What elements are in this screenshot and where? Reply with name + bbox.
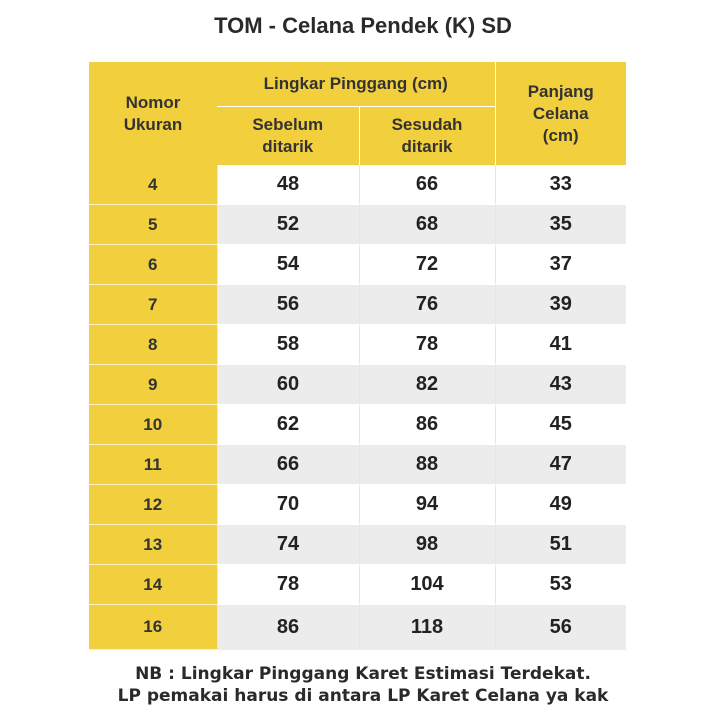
waist-after-cell: 104 [359,565,495,605]
waist-after-cell: 78 [359,325,495,365]
size-cell: 6 [89,245,217,285]
waist-before-cell: 56 [217,285,359,325]
table-row [89,565,626,605]
size-table [89,62,626,650]
length-cell: 43 [495,365,626,405]
waist-before-cell: 66 [217,445,359,485]
length-cell: 56 [495,605,626,650]
size-cell: 11 [89,445,217,485]
header-size-label: Nomor Ukuran [123,92,183,134]
waist-after-cell: 88 [359,445,495,485]
header-after-label: Sesudah ditarik [391,115,463,156]
waist-after-cell: 118 [359,605,495,650]
header-length [495,62,626,165]
size-cell: 9 [89,365,217,405]
waist-after-cell: 66 [359,165,495,205]
header-size [89,62,217,165]
waist-after-cell: 94 [359,485,495,525]
table-row [89,325,626,365]
size-cell: 4 [89,165,217,205]
waist-before-cell: 70 [217,485,359,525]
length-cell: 45 [495,405,626,445]
waist-before-cell: 62 [217,405,359,445]
length-cell: 47 [495,445,626,485]
length-cell: 41 [495,325,626,365]
header-length-label: Panjang Celana (cm) [527,81,594,145]
length-cell: 39 [495,285,626,325]
waist-before-cell: 48 [217,165,359,205]
size-cell: 5 [89,205,217,245]
length-cell: 49 [495,485,626,525]
waist-after-cell: 82 [359,365,495,405]
table-body [89,165,626,650]
table-row [89,405,626,445]
header-before [217,107,359,166]
waist-after-cell: 86 [359,405,495,445]
length-cell: 37 [495,245,626,285]
waist-after-cell: 76 [359,285,495,325]
header-waist-group-label: Lingkar Pinggang (cm) [263,74,448,93]
header-waist-group [217,62,495,107]
waist-before-cell: 58 [217,325,359,365]
table-row [89,245,626,285]
waist-before-cell: 74 [217,525,359,565]
size-cell: 7 [89,285,217,325]
table-row [89,445,626,485]
waist-before-cell: 60 [217,365,359,405]
table-row [89,165,626,205]
waist-after-cell: 68 [359,205,495,245]
length-cell: 51 [495,525,626,565]
size-cell: 14 [89,565,217,605]
header-before-label: Sebelum ditarik [252,115,324,156]
table-row [89,205,626,245]
size-cell: 13 [89,525,217,565]
waist-after-cell: 72 [359,245,495,285]
table-row [89,525,626,565]
footnote-line-1: NB : Lingkar Pinggang Karet Estimasi Terdekat. [135,664,591,684]
waist-before-cell: 78 [217,565,359,605]
table-row [89,605,626,650]
length-cell: 53 [495,565,626,605]
size-cell: 12 [89,485,217,525]
waist-before-cell: 86 [217,605,359,650]
waist-before-cell: 52 [217,205,359,245]
size-cell: 10 [89,405,217,445]
waist-after-cell: 98 [359,525,495,565]
table-row [89,485,626,525]
footnote [0,663,726,707]
table-row [89,365,626,405]
size-cell: 16 [89,605,217,650]
size-cell: 8 [89,325,217,365]
page-title: TOM - Celana Pendek (K) SD [214,13,512,38]
table-header [89,62,626,165]
length-cell: 33 [495,165,626,205]
header-after [359,107,495,166]
table-row [89,285,626,325]
footnote-line-2: LP pemakai harus di antara LP Karet Celana ya kak [117,686,609,706]
length-cell: 35 [495,205,626,245]
waist-before-cell: 54 [217,245,359,285]
